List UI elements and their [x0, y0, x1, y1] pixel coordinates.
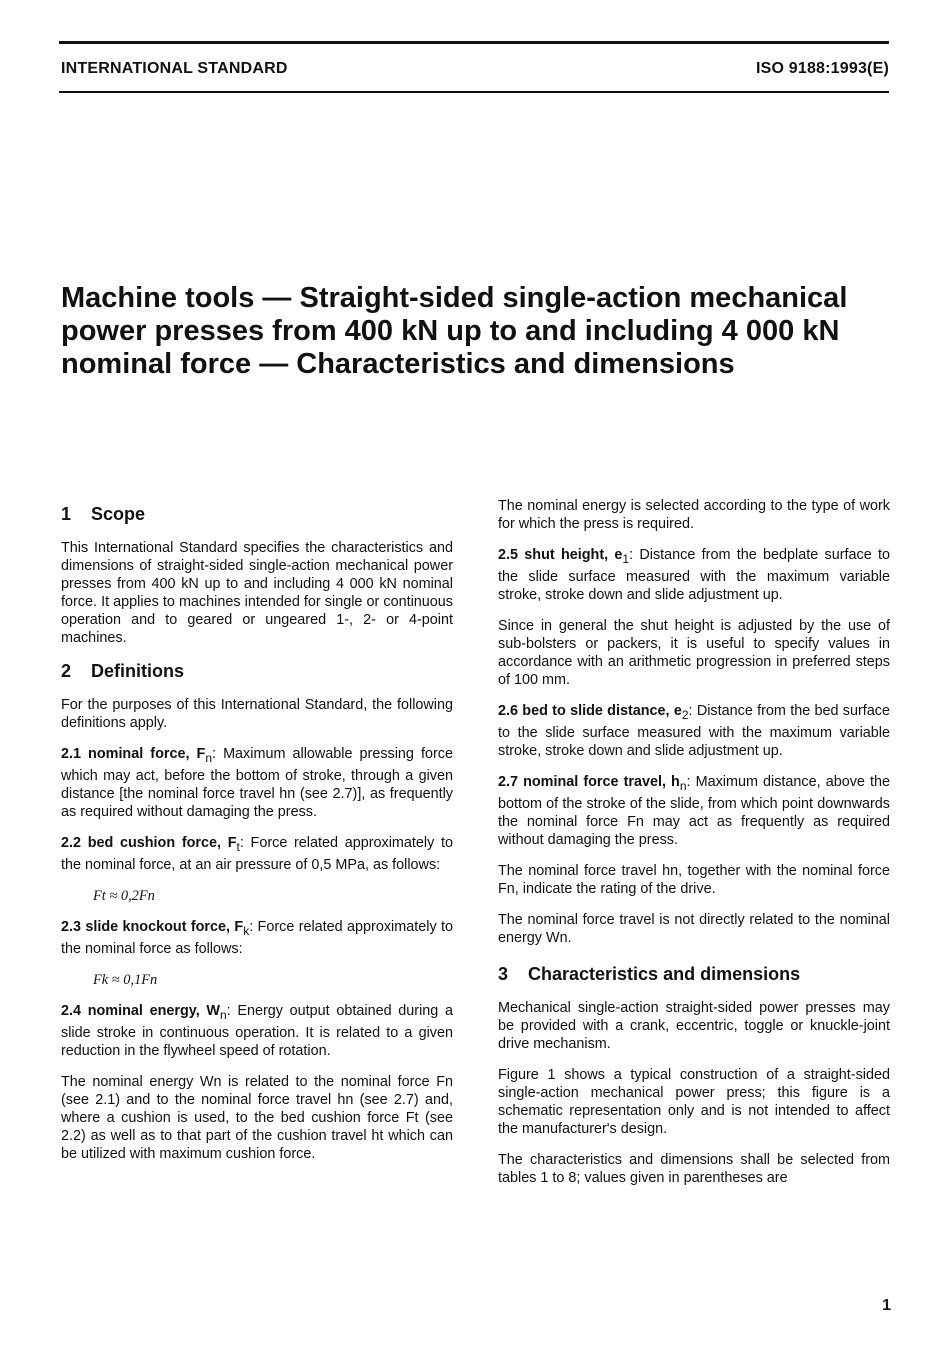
- definition-2-2: [61, 834, 453, 874]
- definition-term: 2.7 nominal force travel, h: [498, 773, 680, 790]
- definition-term: 2.3 slide knockout force, F: [61, 918, 244, 935]
- formula-bed-cushion: [93, 887, 453, 905]
- definition-2-5: [498, 546, 890, 604]
- term-subscript: 2: [681, 707, 689, 722]
- header-rule-bottom: [59, 91, 889, 93]
- section-title: Scope: [91, 504, 146, 524]
- definition-text: : Maximum distance, above the bottom of the stroke of the slide, from which point downwards the nominal force Fn may act as frequently as required without damaging the press.: [498, 773, 890, 848]
- page-number: 1: [882, 1297, 891, 1314]
- definition-2-6: [498, 702, 890, 760]
- characteristics-paragraph-1: Mechanical single-action straight-sided power presses may be provided with a crank, eccentric, toggle or knuckle-joint drive mechanism.: [498, 999, 890, 1052]
- section-title: Definitions: [91, 661, 184, 681]
- term-subscript: k: [243, 923, 250, 938]
- standard-number: ISO 9188:1993(E): [755, 60, 889, 77]
- term-subscript: n: [219, 1007, 227, 1022]
- definition-text: : Force related approximately to the nominal force as follows:: [61, 918, 453, 957]
- definition-text: : Energy output obtained during a slide stroke in continuous operation. It is related to a given reduction in the flywheel speed of rotation.: [61, 1002, 453, 1059]
- definition-term: 2.1 nominal force, F: [61, 746, 206, 762]
- characteristics-paragraph-2: Figure 1 shows a typical construction of a straight-sided single-action mechanical power press; this figure is a schematic representation only and is not intended to affect the manufacturer's design.: [498, 1066, 890, 1137]
- section-number: 2: [61, 661, 72, 681]
- document-title: Machine tools — Straight-sided single-action mechanical power presses from 400 kN up to and including 4 000 kN nominal force — Characteristics and dimensions: [61, 282, 848, 380]
- formula-text: Fk ≈ 0,1Fn: [93, 971, 158, 988]
- term-subscript: 1: [622, 551, 630, 566]
- right-column: [498, 497, 890, 1200]
- section-characteristics-heading: [498, 963, 890, 985]
- energy-selection-paragraph: The nominal energy is selected according to the type of work for which the press is required.: [498, 498, 890, 532]
- definition-2-7: [498, 773, 890, 849]
- term-subscript: n: [205, 750, 213, 765]
- definition-text: : Distance from the bed surface to the slide surface measured with the maximum variable stroke, stroke down and slide adjustment up.: [498, 702, 890, 759]
- definition-2-1: [61, 745, 453, 821]
- definition-term: 2.5 shut height, e: [498, 547, 623, 563]
- term-subscript: n: [679, 778, 687, 793]
- section-scope-heading: [61, 503, 453, 525]
- left-column: [61, 497, 453, 1176]
- term-subscript: t: [236, 839, 240, 854]
- shut-height-paragraph: Since in general the shut height is adjusted by the use of sub-bolsters or packers, it is useful to specify values in accordance with an arithmetic progression in preferred steps of 100 mm.: [498, 617, 890, 688]
- section-title: Characteristics and dimensions: [528, 963, 801, 984]
- definition-term: 2.2 bed cushion force, F: [61, 834, 237, 851]
- force-travel-paragraph: The nominal force travel hn, together with the nominal force Fn, indicate the rating of the drive.: [498, 862, 890, 897]
- definition-2-4: [61, 1002, 453, 1060]
- section-number: 1: [61, 504, 72, 524]
- definition-term: 2.4 nominal energy, W: [61, 1002, 220, 1019]
- definition-text: : Distance from the bedplate surface to the slide surface measured with the maximum variable stroke, stroke down and slide adjustment up.: [498, 547, 891, 603]
- header-rule-top: [59, 41, 889, 44]
- nominal-energy-paragraph: The nominal energy Wn is related to the nominal force Fn (see 2.1) and to the nominal force travel hn (see 2.7) and, where a cushion is used, to the bed cushion force Ft (see 2.2) as well as to that part of the cushion travel ht which can be utilized with maximum cushion force.: [61, 1073, 453, 1162]
- section-number: 3: [498, 963, 509, 984]
- document-type: INTERNATIONAL STANDARD: [61, 60, 288, 77]
- definition-text: : Force related approximately to the nominal force, at an air pressure of 0,5 MPa, as follows:: [61, 834, 453, 873]
- definition-term: 2.6 bed to slide distance, e: [498, 702, 682, 719]
- characteristics-paragraph-3: The characteristics and dimensions shall be selected from tables 1 to 8; values given in parentheses are: [498, 1151, 890, 1186]
- definition-2-3: [61, 918, 453, 958]
- force-travel-energy-paragraph: The nominal force travel is not directly related to the nominal energy Wn.: [498, 911, 890, 946]
- formula-text: Ft ≈ 0,2Fn: [93, 887, 155, 904]
- definition-text: : Maximum allowable pressing force which may act, before the bottom of stroke, through a given distance [the nominal force travel hn (see 2.7)], as frequently as required without damaging the press.: [61, 746, 453, 820]
- scope-text: This International Standard specifies the characteristics and dimensions of straight-sided single-action mechanical power presses from 400 kN up to and including 4 000 kN nominal force. It applies to machines intended for single or continuous operation and to geared or ungeared 1-, 2- or 4-point machines.: [61, 540, 453, 646]
- definitions-intro: For the purposes of this International Standard, the following definitions apply.: [61, 697, 453, 731]
- section-definitions-heading: [61, 660, 453, 682]
- formula-knockout: [93, 971, 453, 989]
